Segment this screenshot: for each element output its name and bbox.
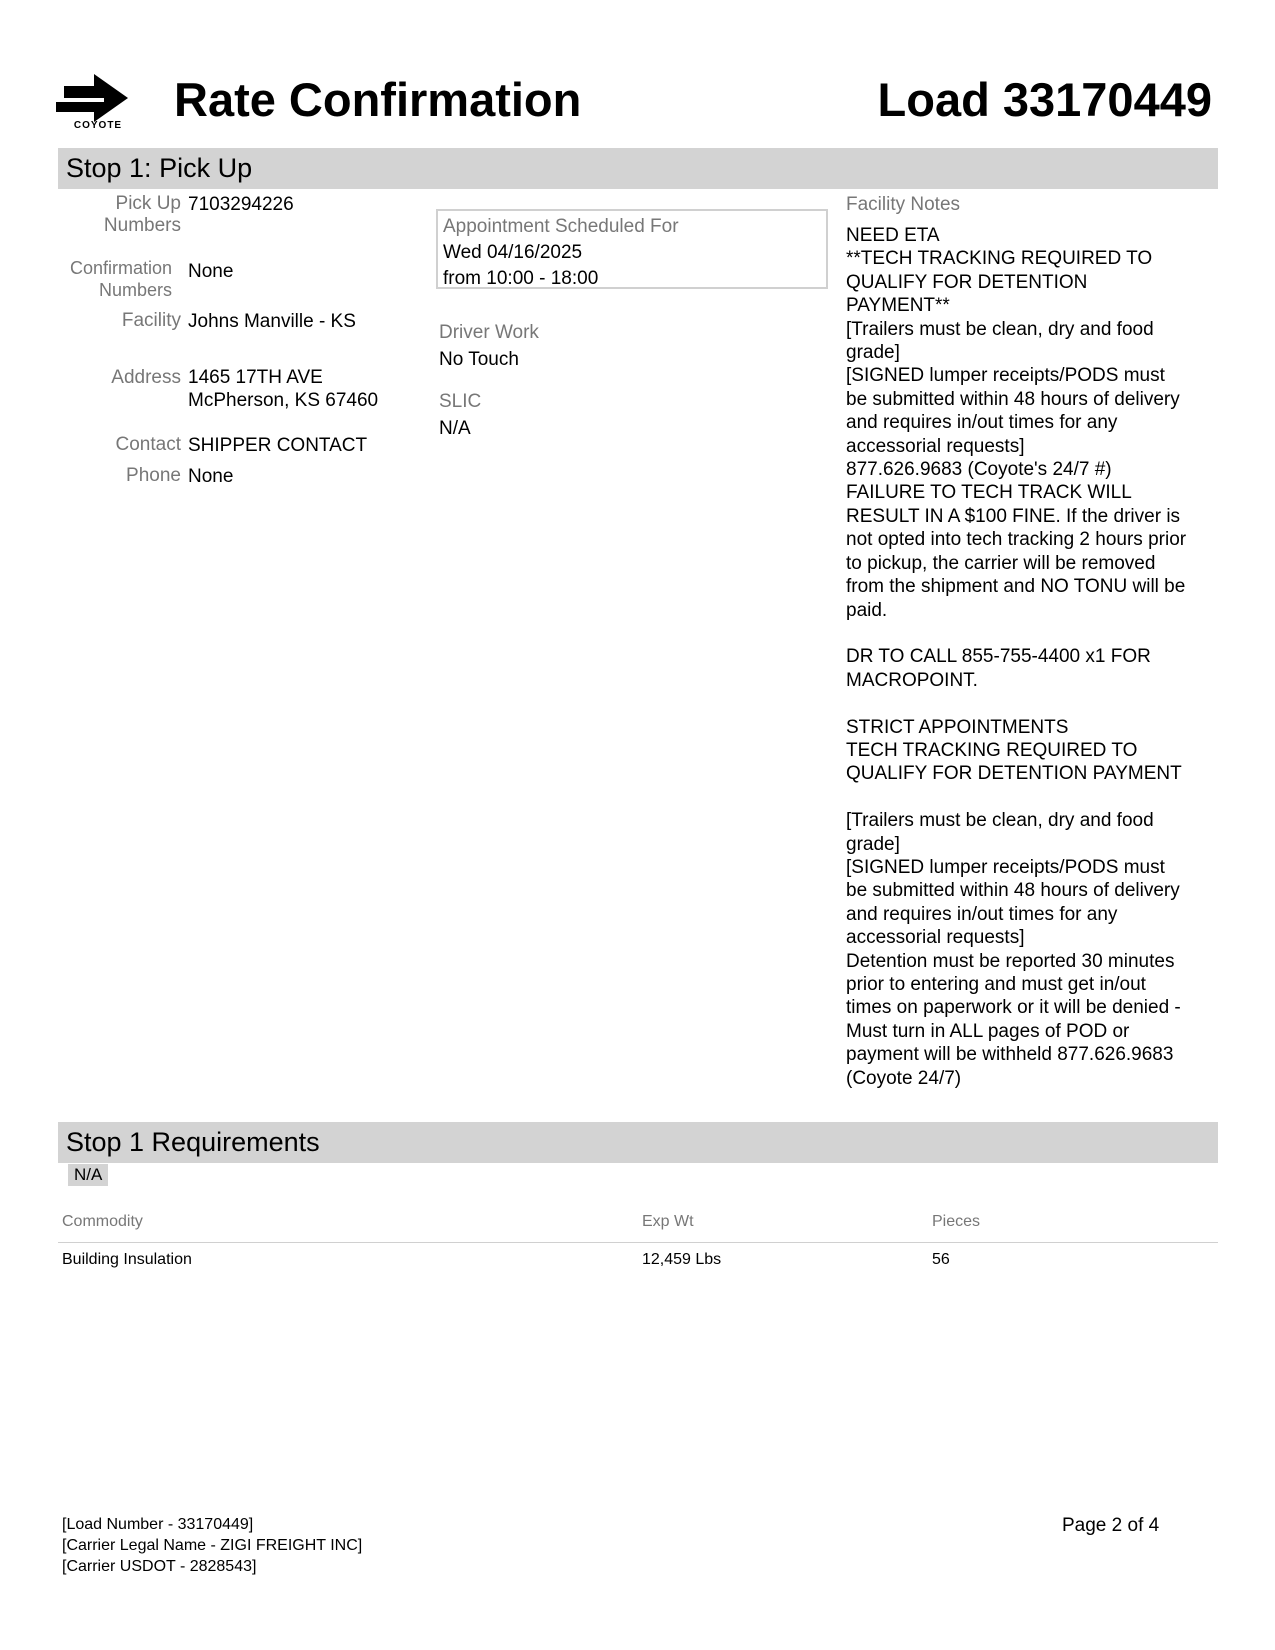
slic-label: SLIC	[439, 391, 482, 412]
contact-label: Contact	[115, 434, 181, 455]
pieces-cell: 56	[932, 1251, 950, 1268]
driver-work-label: Driver Work	[439, 322, 539, 343]
column-header-exp-wt: Exp Wt	[642, 1213, 694, 1230]
load-title: Load 33170449	[877, 73, 1212, 126]
stop-heading: Stop 1: Pick Up	[66, 153, 253, 183]
address-label: Address	[111, 367, 181, 388]
slic-value: N/A	[439, 418, 471, 439]
phone-value: None	[188, 466, 234, 487]
facility-notes-text: NEED ETA **TECH TRACKING REQUIRED TO QUALIFY FOR DETENTION PAYMENT** [Trailers must be clean, dry and food grade] [SIGNED lumper receipts/PODS must be submitted within 48 hours of delivery and requires in/out times for any accessorial requests] 877.626.9683 (Coyote's 24/7 #) FAILURE TO TECH TRACK WILL RESULT IN A $100 FINE. If the driver is not opted into tech tracking 2 hours prior to pickup, the carrier will be removed from the shipment and NO TONU will be paid. DR TO CALL 855-755-4400 x1 FOR MACROPOINT. STRICT APPOINTMENTS TECH TRACKING REQUIRED TO QUALIFY FOR DETENTION PAYMENT [Trailers must be clean, dry and food grade] [SIGNED lumper receipts/PODS must be submitted within 48 hours of delivery and requires in/out times for any accessorial requests] Detention must be reported 30 minutes prior to entering and must get in/out times on paperwork or it will be denied - Must turn in ALL pages of POD or payment will be withheld 877.626.9683 (Coyote 24/7)	[846, 225, 1187, 1089]
facility-notes-label: Facility Notes	[846, 194, 961, 215]
appointment-time: from 10:00 - 18:00	[443, 268, 599, 289]
contact-value: SHIPPER CONTACT	[188, 435, 368, 456]
address-line2: McPherson, KS 67460	[188, 390, 379, 411]
requirements-badge: N/A	[68, 1164, 108, 1186]
pickup-label-line2: Numbers	[103, 215, 181, 236]
driver-work-value: No Touch	[439, 349, 519, 370]
requirements-heading: Stop 1 Requirements	[66, 1127, 320, 1157]
stop-heading-band	[58, 148, 1218, 189]
confirmation-label	[56, 257, 172, 301]
column-header-pieces: Pieces	[932, 1213, 981, 1230]
appointment-date: Wed 04/16/2025	[443, 242, 583, 263]
requirements-heading-band	[58, 1122, 1218, 1163]
confirmation-value: None	[188, 261, 234, 282]
confirmation-label-line1: Confirmation	[69, 258, 172, 278]
page-number: Page 2 of 4	[1062, 1515, 1160, 1536]
footer-carrier-name: [Carrier Legal Name - ZIGI FREIGHT INC]	[62, 1537, 363, 1554]
exp-wt-cell: 12,459 Lbs	[642, 1251, 722, 1268]
commodity-cell: Building Insulation	[62, 1251, 192, 1268]
address-line1: 1465 17TH AVE	[188, 367, 323, 388]
footer-info	[62, 1514, 362, 1577]
pickup-label-line1: Pick Up	[115, 193, 181, 214]
page-title: Rate Confirmation	[174, 73, 582, 126]
table-divider	[58, 1242, 1218, 1243]
coyote-logo-icon	[56, 72, 140, 122]
appointment-box	[436, 209, 828, 289]
column-header-commodity: Commodity	[62, 1213, 143, 1230]
footer-load-number: [Load Number - 33170449]	[62, 1516, 254, 1533]
pickup-label	[56, 193, 181, 237]
facility-label: Facility	[121, 310, 181, 331]
appointment-label: Appointment Scheduled For	[443, 216, 679, 237]
phone-label: Phone	[126, 465, 181, 486]
address-value	[188, 366, 378, 412]
confirmation-label-line2: Numbers	[98, 280, 172, 300]
footer-carrier-usdot: [Carrier USDOT - 2828543]	[62, 1558, 257, 1575]
facility-value: Johns Manville - KS	[188, 311, 356, 332]
logo-text: COYOTE	[73, 120, 123, 131]
pickup-value: 7103294226	[188, 194, 294, 215]
coyote-logo	[56, 72, 140, 136]
